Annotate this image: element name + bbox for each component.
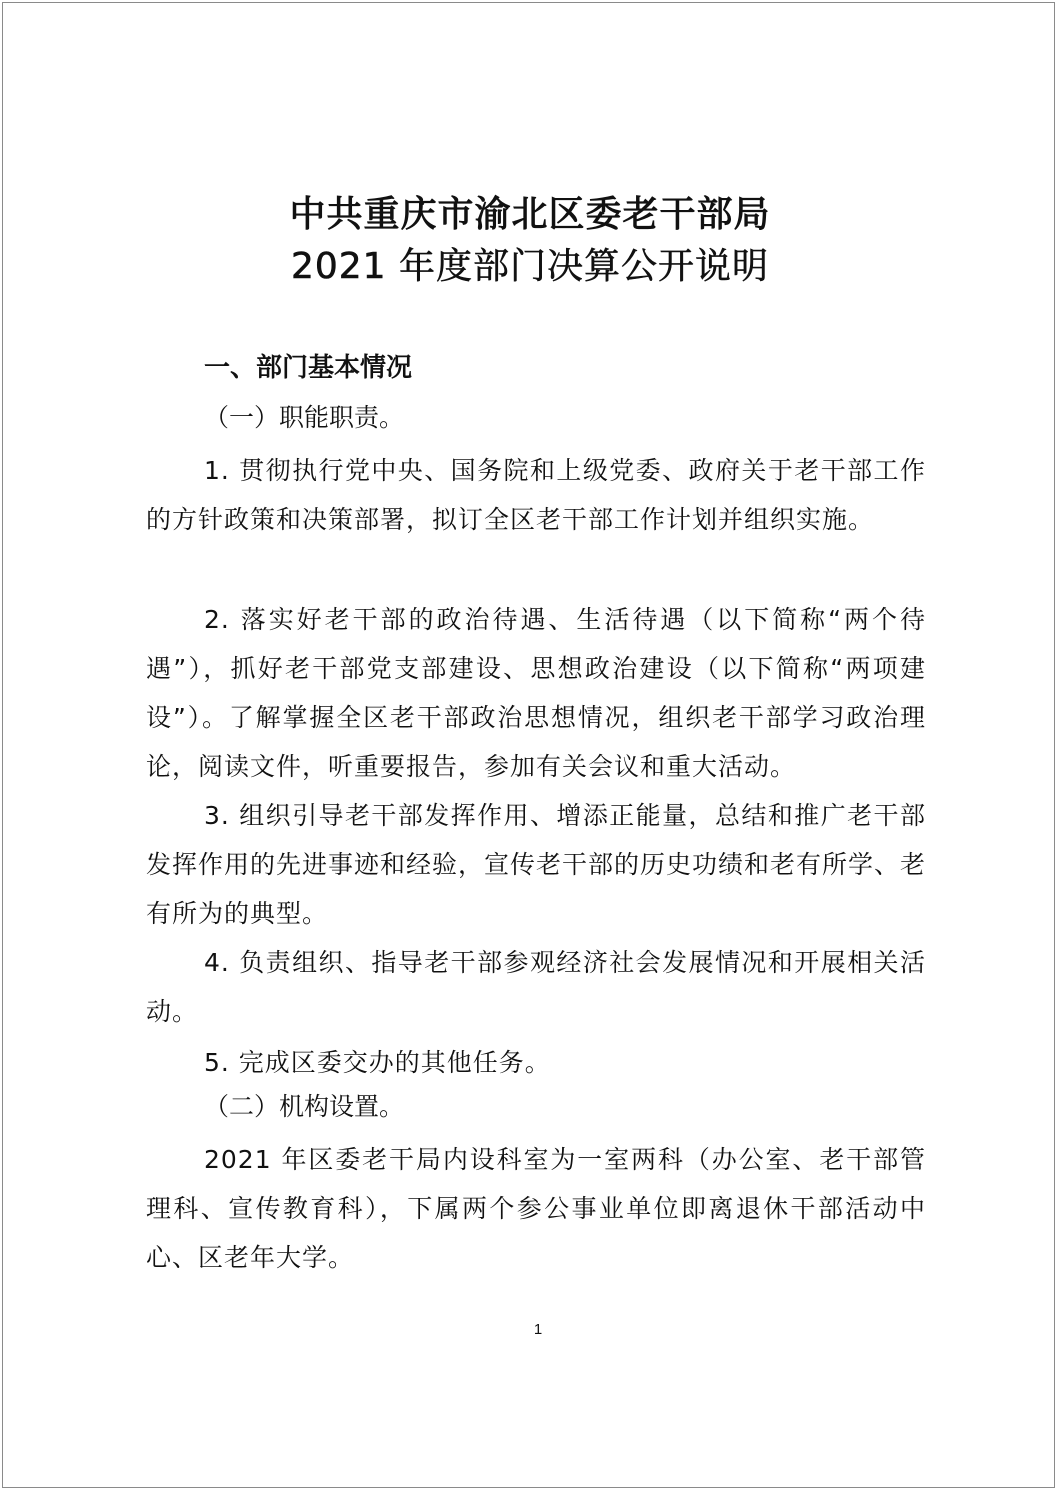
function-item-4: 4. 负责组织、指导老干部参观经济社会发展情况和开展相关活动。 bbox=[146, 948, 926, 1026]
page-number: 1 bbox=[533, 1321, 543, 1338]
function-item-3: 3. 组织引导老干部发挥作用、增添正能量，总结和推广老干部发挥作用的先进事迹和经验，宣传老干部的历史功绩和老有所学、老有所为的典型。 bbox=[146, 801, 927, 928]
document-title-line-2: 2021 年度部门决算公开说明 bbox=[290, 246, 770, 287]
section-heading-basic-info: 一、部门基本情况 bbox=[204, 353, 413, 383]
document-title-line-1: 中共重庆市渝北区委老干部局 bbox=[289, 194, 771, 235]
organization-paragraph: 2021 年区委老干局内设科室为一室两科（办公室、老干部管理科、宣传教育科），下属两个参公事业单位即离退休干部活动中心、区老年大学。 bbox=[146, 1145, 926, 1272]
subsection-heading-functions: （一）职能职责。 bbox=[204, 403, 405, 432]
function-item-2: 2. 落实好老干部的政治待遇、生活待遇（以下简称“两个待遇”），抓好老干部党支部建设、思想政治建设（以下简称“两项建设”）。了解掌握全区老干部政治思想情况，组织老干部学习政治理论，阅读文件，听重要报告，参加有关会议和重大活动。 bbox=[146, 605, 926, 781]
subsection-heading-organization: （二）机构设置。 bbox=[204, 1092, 405, 1121]
function-item-5: 5. 完成区委交办的其他任务。 bbox=[204, 1048, 551, 1077]
function-item-1: 1. 贯彻执行党中央、国务院和上级党委、政府关于老干部工作的方针政策和决策部署，拟订全区老干部工作计划并组织实施。 bbox=[146, 456, 926, 534]
